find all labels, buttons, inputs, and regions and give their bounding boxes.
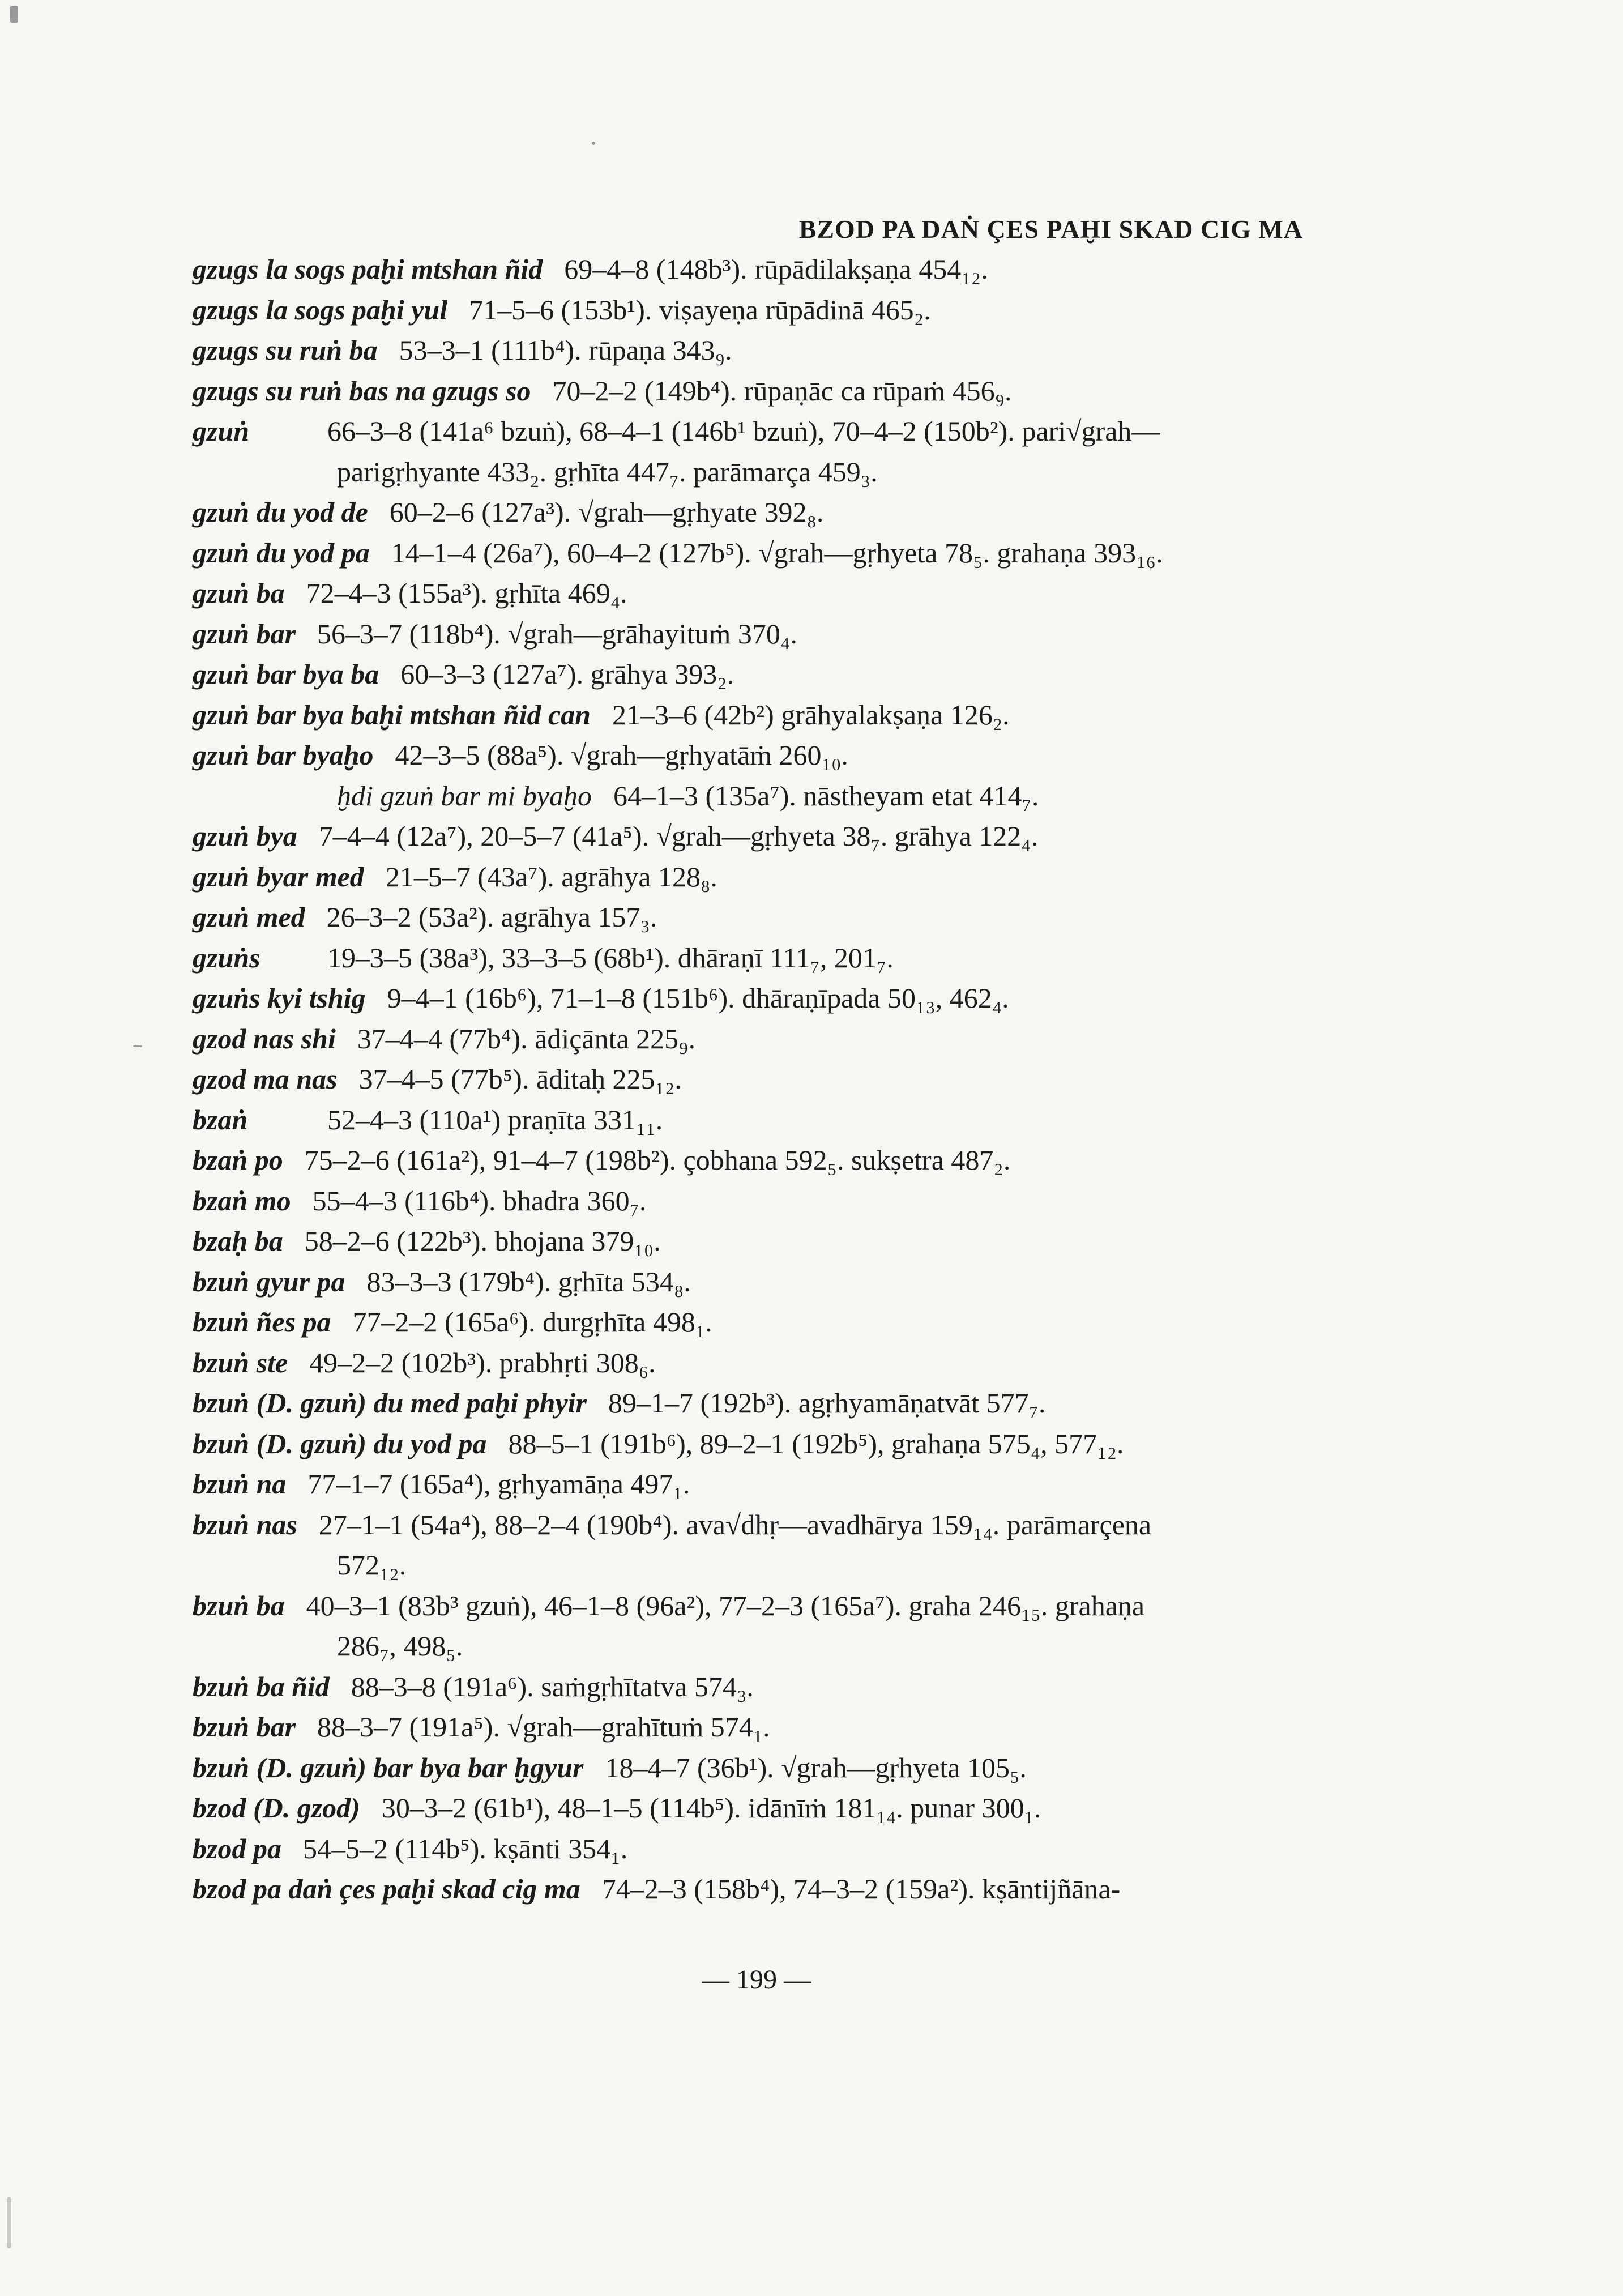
entry <box>193 290 1302 331</box>
entry <box>193 533 1302 574</box>
entry-text: 89–1–7 (192b³). agṛhyamāṇatvāt 577₇. <box>608 1387 1046 1419</box>
entry-text: 19–3–5 (38a³), 33–3–5 (68b¹). dhāraṇī 111₇, 201₇. <box>327 941 894 974</box>
entry-text: 9–4–1 (16b⁶), 71–1–8 (151b⁶). dhāraṇīpada 50₁₃, 462₄. <box>387 982 1009 1014</box>
entry <box>193 1424 1302 1465</box>
entry-text: 77–1–7 (165a⁴), gṛhyamāṇa 497₁. <box>307 1468 690 1500</box>
entry-text: 60–3–3 (127a⁷). grāhya 393₂. <box>400 658 734 690</box>
entry-text: 54–5–2 (114b⁵). kṣānti 354₁. <box>302 1832 628 1864</box>
entry <box>193 1302 1302 1343</box>
entry-term: gzuṅ bar bya baḫi mtshan ñid can <box>193 698 591 731</box>
entry-term: gzod ma nas <box>193 1063 338 1095</box>
page-number: — 199 — <box>702 1965 811 1995</box>
entry-term: bzod pa <box>193 1832 281 1864</box>
entry-text: 21–5–7 (43a⁷). agrāhya 128₈. <box>385 860 717 893</box>
entry <box>193 249 1302 290</box>
entry-term: gzuṅ byar med <box>193 860 364 893</box>
entry-term: gzugs su ruṅ bas na gzugs so <box>193 374 531 407</box>
entry-term: bzaṅ mo <box>193 1184 291 1217</box>
entry <box>193 654 1302 695</box>
entry-term: gzuṅ ba <box>193 577 285 609</box>
entry <box>193 1140 1302 1181</box>
entry-text: 88–3–8 (191a⁶). saṁgṛhītatva 574₃. <box>351 1670 754 1702</box>
entry-term: gzuṅ <box>193 415 250 447</box>
entry-text: 14–1–4 (26a⁷), 60–4–2 (127b⁵). √grah—gṛhyeta 78₅. grahaṇa 393₁₆. <box>391 536 1163 569</box>
entry-text: 69–4–8 (148b³). rūpādilakṣaṇa 454₁₂. <box>564 253 988 285</box>
entry-text: 572₁₂. <box>337 1549 407 1581</box>
entry-text: 74–2–3 (158b⁴), 74–3–2 (159a²). kṣāntijñāna- <box>601 1873 1121 1905</box>
entry-term: bzuṅ ñes pa <box>193 1306 331 1338</box>
scan-speck <box>10 6 18 23</box>
entry-term: bzuṅ nas <box>193 1508 297 1540</box>
entry <box>193 695 1302 736</box>
entry-term: bzuṅ (D. gzuṅ) bar bya bar ḫgyur <box>193 1751 584 1783</box>
entry-term: bzod pa daṅ çes paḫi skad cig ma <box>193 1873 580 1905</box>
entry-term: ḫdi gzuṅ bar mi byaḫo <box>337 779 592 812</box>
entry-text: 37–4–5 (77b⁵). āditaḥ 225₁₂. <box>358 1063 682 1095</box>
scan-speck <box>133 1045 142 1047</box>
entry <box>193 938 1302 979</box>
entry-continuation <box>193 452 1302 493</box>
entry <box>193 411 1302 452</box>
entry <box>193 492 1302 533</box>
entry <box>193 1383 1302 1424</box>
entry <box>193 614 1302 655</box>
entry-term: bzuṅ (D. gzuṅ) du yod pa <box>193 1427 487 1459</box>
entry-text: 55–4–3 (116b⁴). bhadra 360₇. <box>312 1184 647 1217</box>
entry <box>193 1464 1302 1505</box>
entry <box>193 1019 1302 1060</box>
entry-term: bzuṅ ste <box>193 1346 288 1379</box>
entry-term: bzuṅ bar <box>193 1711 296 1743</box>
entry-text: 286₇, 498₅. <box>337 1630 463 1662</box>
entry <box>193 1667 1302 1708</box>
entry-term: bzuṅ (D. gzuṅ) du med paḫi phyir <box>193 1387 587 1419</box>
entry <box>193 1221 1302 1262</box>
entry-list <box>193 249 1302 1910</box>
scan-speck <box>592 142 595 145</box>
entry <box>193 816 1302 857</box>
entry-text: 72–4–3 (155a³). gṛhīta 469₄. <box>306 577 627 609</box>
entry-term: gzuṅ bya <box>193 820 297 852</box>
entry <box>193 1748 1302 1789</box>
entry-text: 66–3–8 (141a⁶ bzuṅ), 68–4–1 (146b¹ bzuṅ), 70–4–2 (150b²). pari√grah— <box>327 415 1160 447</box>
entry-term: gzugs la sogs paḫi mtshan ñid <box>193 253 543 285</box>
entry-text: 60–2–6 (127a³). √grah—gṛhyate 392₈. <box>389 496 824 528</box>
entry-text: 42–3–5 (88a⁵). √grah—gṛhyatāṁ 260₁₀. <box>395 739 848 771</box>
entry <box>193 1181 1302 1222</box>
entry-text: 7–4–4 (12a⁷), 20–5–7 (41a⁵). √grah—gṛhyeta 38₇. grāhya 122₄. <box>318 820 1039 852</box>
entry-text: 53–3–1 (111b⁴). rūpaṇa 343₉. <box>399 334 732 366</box>
sub-entry <box>193 776 1302 817</box>
entry-term: bzuṅ ba <box>193 1589 285 1621</box>
entry <box>193 371 1302 412</box>
entry-text: 30–3–2 (61b¹), 48–1–5 (114b⁵). idānīṁ 181₁₄. punar 300₁. <box>381 1792 1041 1824</box>
entry-term: bzuṅ gyur pa <box>193 1265 345 1298</box>
entry <box>193 978 1302 1019</box>
entry-text: 71–5–6 (153b¹). viṣayeṇa rūpādinā 465₂. <box>469 293 931 326</box>
entry-term: gzuṅ du yod de <box>193 496 368 528</box>
entry <box>193 735 1302 776</box>
entry <box>193 1829 1302 1870</box>
entry <box>193 1100 1302 1141</box>
entry-term: gzuṅ du yod pa <box>193 536 370 569</box>
entry-text: 52–4–3 (110a¹) praṇīta 331₁₁. <box>327 1103 663 1136</box>
entry <box>193 1059 1302 1100</box>
entry-term: gzuṅ bar byaḫo <box>193 739 374 771</box>
entry <box>193 1505 1302 1546</box>
entry-text: 49–2–2 (102b³). prabhṛti 308₆. <box>309 1346 656 1379</box>
entry-text: 88–3–7 (191a⁵). √grah—grahītuṁ 574₁. <box>317 1711 770 1743</box>
entry <box>193 1586 1302 1627</box>
entry-term: gzugs la sogs paḫi yul <box>193 293 448 326</box>
entry-text: 70–2–2 (149b⁴). rūpaṇāc ca rūpaṁ 456₉. <box>552 374 1012 407</box>
entry-term: gzuṅ bar <box>193 617 296 650</box>
entry <box>193 1788 1302 1829</box>
entry-term: bzod (D. gzod) <box>193 1792 360 1824</box>
entry-text: 64–1–3 (135a⁷). nāstheyam etat 414₇. <box>613 779 1039 812</box>
entry-term: gzuṅs <box>193 941 260 974</box>
entry-term: gzuṅ bar bya ba <box>193 658 379 690</box>
entry-text: 40–3–1 (83b³ gzuṅ), 46–1–8 (96a²), 77–2–3 (165a⁷). graha 246₁₅. grahaṇa <box>306 1589 1145 1621</box>
entry-text: 26–3–2 (53a²). agrāhya 157₃. <box>326 901 657 933</box>
entry-continuation <box>193 1626 1302 1667</box>
entry-term: bzuṅ na <box>193 1468 287 1500</box>
entry-text: 77–2–2 (165a⁶). durgṛhīta 498₁. <box>352 1306 712 1338</box>
entry-term: gzuṅs kyi tshig <box>193 982 366 1014</box>
entry-term: bzuṅ ba ñid <box>193 1670 330 1702</box>
entry-text: 21–3–6 (42b²) grāhyalakṣaṇa 126₂. <box>612 698 1010 731</box>
entry-text: 37–4–4 (77b⁴). ādiçānta 225₉. <box>357 1022 696 1055</box>
entry-term: gzod nas shi <box>193 1022 336 1055</box>
entry-term: gzuṅ med <box>193 901 305 933</box>
entry-text: parigṛhyante 433₂. gṛhīta 447₇. parāmarça 459₃. <box>337 455 878 488</box>
entry <box>193 1343 1302 1384</box>
entry <box>193 1262 1302 1303</box>
scan-speck <box>7 2197 11 2248</box>
entry-text: 56–3–7 (118b⁴). √grah—grāhayituṁ 370₄. <box>317 617 797 650</box>
entry <box>193 573 1302 614</box>
entry-continuation <box>193 1545 1302 1586</box>
entry-text: 58–2–6 (122b³). bhojana 379₁₀. <box>304 1225 661 1257</box>
entry-term: bzaṅ <box>193 1103 248 1136</box>
entry <box>193 330 1302 371</box>
entry-text: 88–5–1 (191b⁶), 89–2–1 (192b⁵), grahaṇa 575₄, 577₁₂. <box>508 1427 1124 1459</box>
entry <box>193 1869 1302 1910</box>
entry-text: 83–3–3 (179b⁴). gṛhīta 534₈. <box>366 1265 691 1298</box>
entry-term: bzaṅ po <box>193 1144 283 1176</box>
running-head: BZOD PA DAṄ ÇES PAḪI SKAD CIG MA <box>798 215 1303 244</box>
entry <box>193 897 1302 938</box>
entry-text: 75–2–6 (161a²), 91–4–7 (198b²). çobhana 592₅. sukṣetra 487₂. <box>304 1144 1011 1176</box>
entry-term: bzaḥ ba <box>193 1225 283 1257</box>
entry-text: 27–1–1 (54a⁴), 88–2–4 (190b⁴). ava√dhṛ—avadhārya 159₁₄. parāmarçena <box>318 1508 1152 1540</box>
entry-term: gzugs su ruṅ ba <box>193 334 378 366</box>
entry <box>193 857 1302 898</box>
entry <box>193 1707 1302 1748</box>
entry-text: 18–4–7 (36b¹). √grah—gṛhyeta 105₅. <box>605 1751 1027 1783</box>
